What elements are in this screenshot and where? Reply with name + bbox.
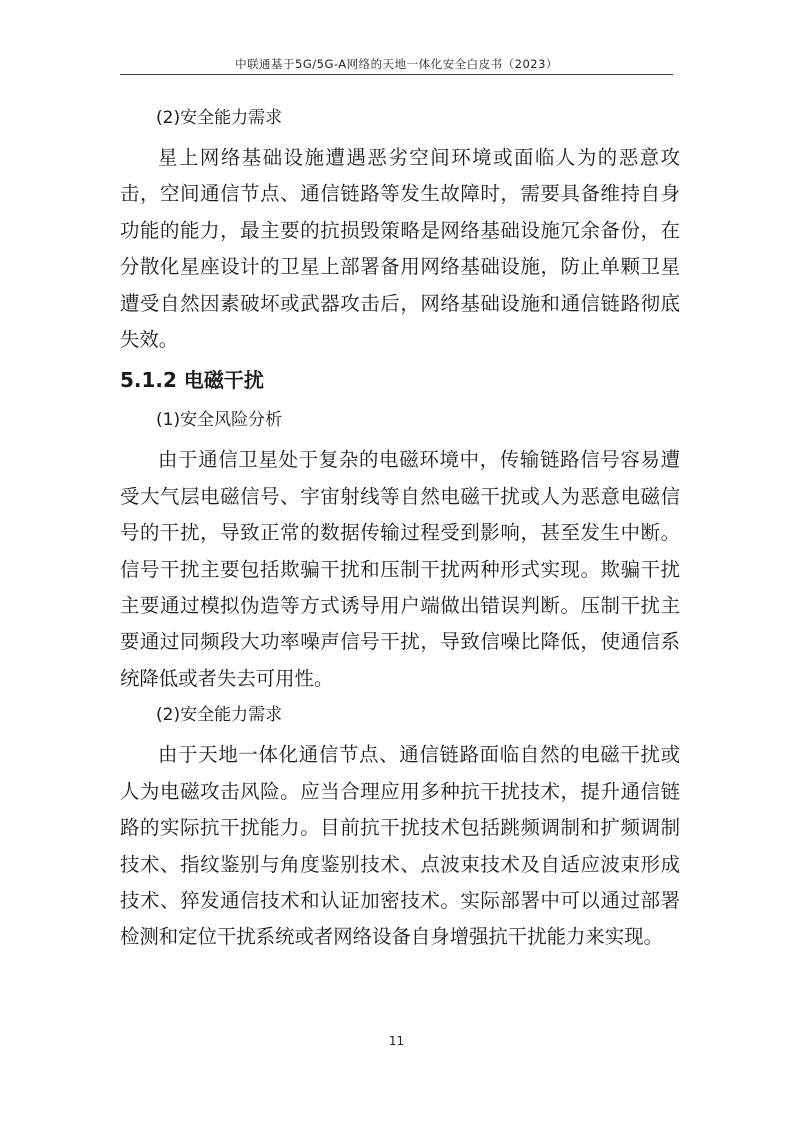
header-divider: [120, 74, 673, 75]
page-number: 11: [388, 1034, 405, 1048]
running-header: 中联通基于5G/5G-A网络的天地一体化安全白皮书（2023）: [235, 57, 558, 71]
capability-requirements-paragraph: 星上网络基础设施遭遇恶劣空间环境或面临人为的恶意攻击，空间通信节点、通信链路等发生故障时，需要具备维持自身功能的能力，最主要的抗损毁策略是网络基础设施冗余备份，在分散化星座设计的卫星上部署备用网络基础设施，防止单颗卫星遭受自然因素破坏或武器攻击后，网络基础设施和通信链路彻底失效。: [120, 146, 680, 352]
document-body: [120, 100, 680, 956]
capability-requirements-heading: (2)安全能力需求: [156, 108, 283, 128]
section-title-5-1-2: 5.1.2 电磁干扰: [120, 368, 264, 393]
risk-analysis-heading: (1)安全风险分析: [156, 410, 283, 431]
risk-analysis-paragraph: 由于通信卫星处于复杂的电磁环境中，传输链路信号容易遭受大气层电磁信号、宇宙射线等自然电磁干扰或人为恶意电磁信号的干扰，导致正常的数据传输过程受到影响，甚至发生中断。信号干扰主要包括欺骗干扰和压制干扰两种形式实现。欺骗干扰主要通过模拟伪造等方式诱导用户端做出错误判断。压制干扰主要通过同频段大功率噪声信号干扰，导致信噪比降低，使通信系统降低或者失去可用性。: [120, 448, 680, 690]
capability-requirements-paragraph-2: 由于天地一体化通信节点、通信链路面临自然的电磁干扰或人为电磁攻击风险。应当合理应用多种抗干扰技术，提升通信链路的实际抗干扰能力。目前抗干扰技术包括跳频调制和扩频调制技术、指纹鉴别与角度鉴别技术、点波束技术及自适应波束形成技术、猝发通信技术和认证加密技术。实际部署中可以通过部署检测和定位干扰系统或者网络设备自身增强抗干扰能力来实现。: [120, 743, 680, 949]
capability-requirements-heading-2: (2)安全能力需求: [156, 705, 283, 726]
